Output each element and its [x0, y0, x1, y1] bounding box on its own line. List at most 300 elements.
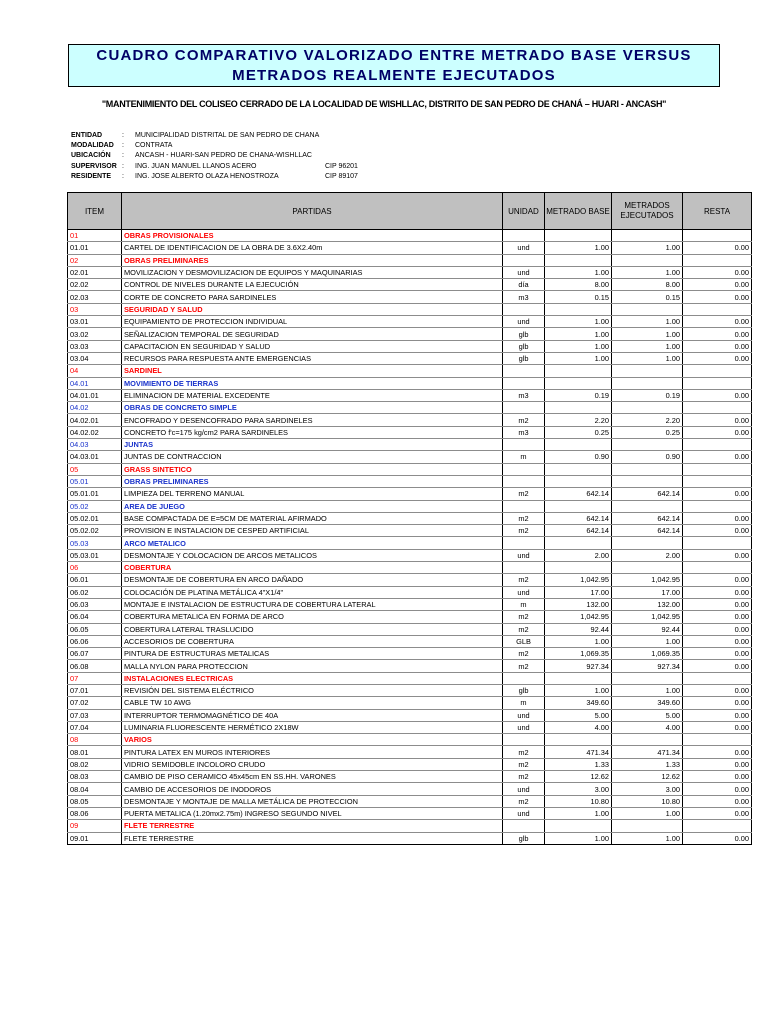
row-metrado-ejecutado	[612, 439, 683, 451]
info-value: ING. JUAN MANUEL LLANOS ACERO	[135, 162, 257, 170]
row-metrado-ejecutado: 1.00	[612, 340, 683, 352]
row-metrado-base	[545, 254, 612, 266]
row-metrado-ejecutado	[612, 463, 683, 475]
row-resta: 0.00	[683, 598, 752, 610]
row-metrado-ejecutado: 1,042.95	[612, 574, 683, 586]
row-metrado-ejecutado: 1.00	[612, 316, 683, 328]
row-description: RECURSOS PARA RESPUESTA ANTE EMERGENCIAS	[122, 352, 503, 364]
row-unit: m2	[503, 414, 545, 426]
row-description: DESMONTAJE Y COLOCACION DE ARCOS METALICOS	[122, 549, 503, 561]
row-description: CONTROL DE NIVELES DURANTE LA EJECUCIÓN	[122, 279, 503, 291]
row-item-code: 07.01	[68, 684, 122, 696]
row-resta	[683, 734, 752, 746]
row-item-code: 03.01	[68, 316, 122, 328]
row-item-code: 05.02	[68, 500, 122, 512]
subsection-row	[68, 377, 752, 389]
row-description: ACCESORIOS DE COBERTURA	[122, 635, 503, 647]
row-resta: 0.00	[683, 807, 752, 819]
header-partidas: PARTIDAS	[122, 193, 503, 230]
row-unit: glb	[503, 352, 545, 364]
row-metrado-ejecutado: 17.00	[612, 586, 683, 598]
info-cip: CIP 89107	[325, 172, 358, 180]
row-description: MALLA NYLON PARA PROTECCION	[122, 660, 503, 672]
section-row	[68, 254, 752, 266]
row-resta: 0.00	[683, 451, 752, 463]
header-item: ITEM	[68, 193, 122, 230]
row-metrado-ejecutado: 2.00	[612, 549, 683, 561]
row-resta: 0.00	[683, 549, 752, 561]
row-description: LUMINARIA FLUORESCENTE HERMÉTICO 2X18W	[122, 721, 503, 733]
row-metrado-ejecutado	[612, 230, 683, 242]
row-item-code: 04.02.02	[68, 426, 122, 438]
row-resta: 0.00	[683, 426, 752, 438]
row-description: VARIOS	[122, 734, 503, 746]
table-row	[68, 488, 752, 500]
row-metrado-base: 1.00	[545, 352, 612, 364]
row-unit: m2	[503, 795, 545, 807]
row-metrado-base: 0.25	[545, 426, 612, 438]
row-item-code: 07	[68, 672, 122, 684]
row-metrado-base	[545, 734, 612, 746]
row-resta: 0.00	[683, 266, 752, 278]
table-row	[68, 389, 752, 401]
row-resta: 0.00	[683, 279, 752, 291]
row-description: OBRAS PRELIMINARES	[122, 475, 503, 487]
row-metrado-base: 0.19	[545, 389, 612, 401]
row-description: FLETE TERRESTRE	[122, 832, 503, 844]
header-resta: RESTA	[683, 193, 752, 230]
row-unit: m2	[503, 758, 545, 770]
header-unidad: UNIDAD	[503, 193, 545, 230]
row-description: COBERTURA	[122, 562, 503, 574]
row-description: JUNTAS	[122, 439, 503, 451]
row-metrado-base: 1.00	[545, 266, 612, 278]
table-row	[68, 291, 752, 303]
row-unit: m3	[503, 426, 545, 438]
row-unit: und	[503, 709, 545, 721]
row-metrado-base	[545, 463, 612, 475]
row-item-code: 03.02	[68, 328, 122, 340]
row-item-code: 06.02	[68, 586, 122, 598]
row-unit	[503, 537, 545, 549]
row-item-code: 03	[68, 303, 122, 315]
row-unit: m2	[503, 574, 545, 586]
row-unit: und	[503, 549, 545, 561]
row-metrado-base	[545, 377, 612, 389]
row-item-code: 04.03	[68, 439, 122, 451]
row-item-code: 08.01	[68, 746, 122, 758]
row-resta: 0.00	[683, 291, 752, 303]
row-metrado-ejecutado: 642.14	[612, 512, 683, 524]
row-unit	[503, 377, 545, 389]
row-description: CABLE TW 10 AWG	[122, 697, 503, 709]
row-metrado-base: 349.60	[545, 697, 612, 709]
section-row	[68, 463, 752, 475]
row-description: PROVISION E INSTALACION DE CESPED ARTIFICIAL	[122, 525, 503, 537]
row-description: BASE COMPACTADA DE E=5CM DE MATERIAL AFIRMADO	[122, 512, 503, 524]
row-resta: 0.00	[683, 684, 752, 696]
row-item-code: 02	[68, 254, 122, 266]
row-item-code: 05.02.02	[68, 525, 122, 537]
table-row	[68, 574, 752, 586]
row-resta	[683, 377, 752, 389]
row-description: PUERTA METALICA (1.20mx2.75m) INGRESO SEGUNDO NIVEL	[122, 807, 503, 819]
row-metrado-ejecutado	[612, 672, 683, 684]
table-row	[68, 598, 752, 610]
row-item-code: 03.04	[68, 352, 122, 364]
row-resta: 0.00	[683, 242, 752, 254]
row-metrado-ejecutado	[612, 365, 683, 377]
table-row	[68, 832, 752, 844]
row-unit: m2	[503, 771, 545, 783]
row-description: EQUIPAMIENTO DE PROTECCION INDIVIDUAL	[122, 316, 503, 328]
row-unit	[503, 562, 545, 574]
table-row	[68, 279, 752, 291]
header-metrados-ejecutados: METRADOS EJECUTADOS	[612, 193, 683, 230]
table-row	[68, 352, 752, 364]
row-metrado-base: 1.00	[545, 832, 612, 844]
row-resta: 0.00	[683, 389, 752, 401]
row-unit: m2	[503, 488, 545, 500]
row-resta	[683, 439, 752, 451]
row-item-code: 09.01	[68, 832, 122, 844]
row-metrado-base: 1.00	[545, 316, 612, 328]
row-item-code: 03.03	[68, 340, 122, 352]
row-metrado-ejecutado: 1.00	[612, 328, 683, 340]
row-metrado-ejecutado: 349.60	[612, 697, 683, 709]
table-row	[68, 426, 752, 438]
row-description: ARCO METALICO	[122, 537, 503, 549]
info-colon: :	[122, 132, 124, 139]
table-row	[68, 684, 752, 696]
row-metrado-base	[545, 820, 612, 832]
row-description: GRASS SINTETICO	[122, 463, 503, 475]
row-item-code: 04.03.01	[68, 451, 122, 463]
row-description: OBRAS DE CONCRETO SIMPLE	[122, 402, 503, 414]
row-metrado-base	[545, 439, 612, 451]
row-item-code: 04.02.01	[68, 414, 122, 426]
row-metrado-base: 132.00	[545, 598, 612, 610]
section-row	[68, 672, 752, 684]
row-resta	[683, 365, 752, 377]
row-description: VIDRIO SEMIDOBLE INCOLORO CRUDO	[122, 758, 503, 770]
section-row	[68, 820, 752, 832]
row-metrado-base: 1.00	[545, 340, 612, 352]
table-row	[68, 242, 752, 254]
row-metrado-base: 1.00	[545, 242, 612, 254]
row-resta	[683, 820, 752, 832]
subsection-row	[68, 475, 752, 487]
row-metrado-ejecutado	[612, 402, 683, 414]
row-resta: 0.00	[683, 525, 752, 537]
table-row	[68, 648, 752, 660]
row-description: SEÑALIZACION TEMPORAL DE SEGURIDAD	[122, 328, 503, 340]
row-resta: 0.00	[683, 648, 752, 660]
row-resta: 0.00	[683, 623, 752, 635]
row-unit	[503, 734, 545, 746]
row-description: DESMONTAJE Y MONTAJE DE MALLA METÁLICA DE PROTECCION	[122, 795, 503, 807]
row-description: CARTEL DE IDENTIFICACION DE LA OBRA DE 3.6X2.40m	[122, 242, 503, 254]
row-item-code: 04.02	[68, 402, 122, 414]
row-description: SARDINEL	[122, 365, 503, 377]
row-unit: m2	[503, 746, 545, 758]
section-row	[68, 734, 752, 746]
row-unit: GLB	[503, 635, 545, 647]
row-item-code: 05	[68, 463, 122, 475]
row-description: SEGURIDAD Y SALUD	[122, 303, 503, 315]
info-label: SUPERVISOR	[71, 162, 117, 170]
row-metrado-ejecutado: 1.00	[612, 684, 683, 696]
row-metrado-ejecutado: 10.80	[612, 795, 683, 807]
row-metrado-ejecutado: 1.00	[612, 807, 683, 819]
row-metrado-base	[545, 562, 612, 574]
info-label: MODALIDAD	[71, 142, 114, 150]
row-resta	[683, 402, 752, 414]
row-resta: 0.00	[683, 660, 752, 672]
row-item-code: 04.01.01	[68, 389, 122, 401]
table-row	[68, 635, 752, 647]
row-description: MONTAJE E INSTALACION DE ESTRUCTURA DE COBERTURA LATERAL	[122, 598, 503, 610]
row-metrado-base: 927.34	[545, 660, 612, 672]
row-metrado-base: 642.14	[545, 512, 612, 524]
row-unit: m	[503, 697, 545, 709]
row-metrado-base: 5.00	[545, 709, 612, 721]
row-resta: 0.00	[683, 488, 752, 500]
row-description: CAMBIO DE PISO CERAMICO 45x45cm EN SS.HH. VARONES	[122, 771, 503, 783]
info-colon: :	[122, 172, 124, 180]
table-row	[68, 783, 752, 795]
row-metrado-ejecutado: 4.00	[612, 721, 683, 733]
info-colon: :	[122, 142, 124, 150]
row-item-code: 08.04	[68, 783, 122, 795]
row-resta	[683, 463, 752, 475]
info-value: ING. JOSE ALBERTO OLAZA HENOSTROZA	[135, 172, 279, 180]
info-value: CONTRATA	[135, 142, 173, 150]
row-metrado-ejecutado: 5.00	[612, 709, 683, 721]
row-metrado-base	[545, 303, 612, 315]
row-unit	[503, 402, 545, 414]
info-label: RESIDENTE	[71, 172, 112, 180]
row-metrado-base: 1.33	[545, 758, 612, 770]
table-row	[68, 746, 752, 758]
row-unit: m2	[503, 660, 545, 672]
table-row	[68, 512, 752, 524]
row-description: CONCRETO f'c=175 kg/cm2 PARA SARDINELES	[122, 426, 503, 438]
row-metrado-base: 12.62	[545, 771, 612, 783]
row-resta: 0.00	[683, 352, 752, 364]
row-unit: glb	[503, 328, 545, 340]
row-metrado-ejecutado: 92.44	[612, 623, 683, 635]
table-body	[68, 230, 752, 845]
row-unit: m2	[503, 623, 545, 635]
row-metrado-base: 471.34	[545, 746, 612, 758]
row-resta: 0.00	[683, 783, 752, 795]
row-description: PINTURA LATEX EN MUROS INTERIORES	[122, 746, 503, 758]
info-label: ENTIDAD	[71, 132, 103, 139]
row-item-code: 04	[68, 365, 122, 377]
table-row	[68, 266, 752, 278]
row-unit	[503, 254, 545, 266]
row-metrado-ejecutado: 1.00	[612, 832, 683, 844]
row-metrado-base: 0.15	[545, 291, 612, 303]
table-row	[68, 795, 752, 807]
row-resta: 0.00	[683, 771, 752, 783]
row-resta: 0.00	[683, 795, 752, 807]
row-description: CAMBIO DE ACCESORIOS DE INODOROS	[122, 783, 503, 795]
row-description: CAPACITACION EN SEGURIDAD Y SALUD	[122, 340, 503, 352]
row-metrado-ejecutado: 0.19	[612, 389, 683, 401]
row-item-code: 09	[68, 820, 122, 832]
row-unit	[503, 303, 545, 315]
row-item-code: 01.01	[68, 242, 122, 254]
row-unit: m3	[503, 389, 545, 401]
row-description: MOVILIZACION Y DESMOVILIZACION DE EQUIPOS Y MAQUINARIAS	[122, 266, 503, 278]
row-resta: 0.00	[683, 832, 752, 844]
row-description: REVISIÓN DEL SISTEMA ELÉCTRICO	[122, 684, 503, 696]
row-resta: 0.00	[683, 316, 752, 328]
row-metrado-ejecutado	[612, 500, 683, 512]
row-metrado-base: 1.00	[545, 807, 612, 819]
row-item-code: 06.08	[68, 660, 122, 672]
row-item-code: 04.01	[68, 377, 122, 389]
row-metrado-base: 2.20	[545, 414, 612, 426]
row-resta: 0.00	[683, 414, 752, 426]
table-row	[68, 660, 752, 672]
row-metrado-base: 10.80	[545, 795, 612, 807]
row-resta	[683, 672, 752, 684]
row-item-code: 05.03	[68, 537, 122, 549]
table-row	[68, 328, 752, 340]
row-metrado-ejecutado: 1,069.35	[612, 648, 683, 660]
row-metrado-ejecutado: 1.00	[612, 635, 683, 647]
row-description: ENCOFRADO Y DESENCOFRADO PARA SARDINELES	[122, 414, 503, 426]
row-metrado-ejecutado	[612, 475, 683, 487]
row-resta: 0.00	[683, 574, 752, 586]
table-row	[68, 697, 752, 709]
row-description: COBERTURA METALICA EN FORMA DE ARCO	[122, 611, 503, 623]
row-description: JUNTAS DE CONTRACCION	[122, 451, 503, 463]
row-metrado-base: 1.00	[545, 328, 612, 340]
table-row	[68, 758, 752, 770]
row-metrado-ejecutado	[612, 820, 683, 832]
row-resta: 0.00	[683, 328, 752, 340]
row-metrado-ejecutado	[612, 734, 683, 746]
row-unit	[503, 439, 545, 451]
row-metrado-base: 17.00	[545, 586, 612, 598]
row-metrado-ejecutado: 0.25	[612, 426, 683, 438]
row-metrado-ejecutado: 471.34	[612, 746, 683, 758]
row-metrado-base: 642.14	[545, 488, 612, 500]
table-row	[68, 623, 752, 635]
row-item-code: 02.02	[68, 279, 122, 291]
title-line-1: CUADRO COMPARATIVO VALORIZADO ENTRE METRADO BASE VERSUS	[96, 47, 692, 64]
row-unit: und	[503, 783, 545, 795]
row-unit: und	[503, 316, 545, 328]
row-metrado-base: 92.44	[545, 623, 612, 635]
row-resta: 0.00	[683, 586, 752, 598]
row-item-code: 05.01	[68, 475, 122, 487]
section-row	[68, 562, 752, 574]
row-metrado-ejecutado: 0.90	[612, 451, 683, 463]
row-unit: und	[503, 586, 545, 598]
row-metrado-base: 2.00	[545, 549, 612, 561]
row-description: OBRAS PROVISIONALES	[122, 230, 503, 242]
row-metrado-ejecutado: 1.00	[612, 352, 683, 364]
row-item-code: 06.07	[68, 648, 122, 660]
row-metrado-ejecutado	[612, 562, 683, 574]
row-description: COLOCACIÓN DE PLATINA METÁLICA 4"X1/4"	[122, 586, 503, 598]
row-metrado-base: 1,042.95	[545, 611, 612, 623]
info-value: MUNICIPALIDAD DISTRITAL DE SAN PEDRO DE CHANA	[135, 132, 320, 139]
row-metrado-ejecutado	[612, 254, 683, 266]
row-metrado-ejecutado: 8.00	[612, 279, 683, 291]
row-metrado-base: 1,069.35	[545, 648, 612, 660]
table-row	[68, 807, 752, 819]
row-resta	[683, 500, 752, 512]
row-metrado-ejecutado	[612, 303, 683, 315]
row-item-code: 07.02	[68, 697, 122, 709]
comparison-table	[67, 192, 752, 845]
row-metrado-ejecutado: 1.00	[612, 266, 683, 278]
row-unit	[503, 500, 545, 512]
row-unit: und	[503, 807, 545, 819]
row-item-code: 02.03	[68, 291, 122, 303]
row-item-code: 07.04	[68, 721, 122, 733]
row-metrado-ejecutado	[612, 377, 683, 389]
row-metrado-base: 3.00	[545, 783, 612, 795]
row-item-code: 06.05	[68, 623, 122, 635]
row-unit	[503, 672, 545, 684]
row-unit: und	[503, 242, 545, 254]
row-metrado-ejecutado: 3.00	[612, 783, 683, 795]
row-unit: glb	[503, 340, 545, 352]
table-row	[68, 340, 752, 352]
row-item-code: 06.06	[68, 635, 122, 647]
row-metrado-ejecutado: 0.15	[612, 291, 683, 303]
subsection-row	[68, 500, 752, 512]
subsection-row	[68, 439, 752, 451]
row-resta	[683, 303, 752, 315]
row-item-code: 05.01.01	[68, 488, 122, 500]
row-metrado-ejecutado: 642.14	[612, 525, 683, 537]
row-metrado-base	[545, 402, 612, 414]
table-row	[68, 771, 752, 783]
row-resta	[683, 562, 752, 574]
subsection-row	[68, 537, 752, 549]
row-resta: 0.00	[683, 758, 752, 770]
table-row	[68, 525, 752, 537]
title-line-2: METRADOS REALMENTE EJECUTADOS	[232, 67, 556, 84]
section-row	[68, 303, 752, 315]
row-metrado-base: 4.00	[545, 721, 612, 733]
table-row	[68, 721, 752, 733]
row-metrado-base: 1.00	[545, 684, 612, 696]
row-metrado-base: 8.00	[545, 279, 612, 291]
row-metrado-ejecutado: 132.00	[612, 598, 683, 610]
row-item-code: 06.03	[68, 598, 122, 610]
row-metrado-ejecutado: 12.62	[612, 771, 683, 783]
row-unit	[503, 365, 545, 377]
row-resta: 0.00	[683, 746, 752, 758]
row-unit: m	[503, 451, 545, 463]
document-title	[68, 44, 720, 87]
row-item-code: 06.04	[68, 611, 122, 623]
row-unit	[503, 475, 545, 487]
table-row	[68, 414, 752, 426]
row-item-code: 08.02	[68, 758, 122, 770]
row-description: ELIMINACION DE MATERIAL EXCEDENTE	[122, 389, 503, 401]
row-description: MOVIMIENTO DE TIERRAS	[122, 377, 503, 389]
